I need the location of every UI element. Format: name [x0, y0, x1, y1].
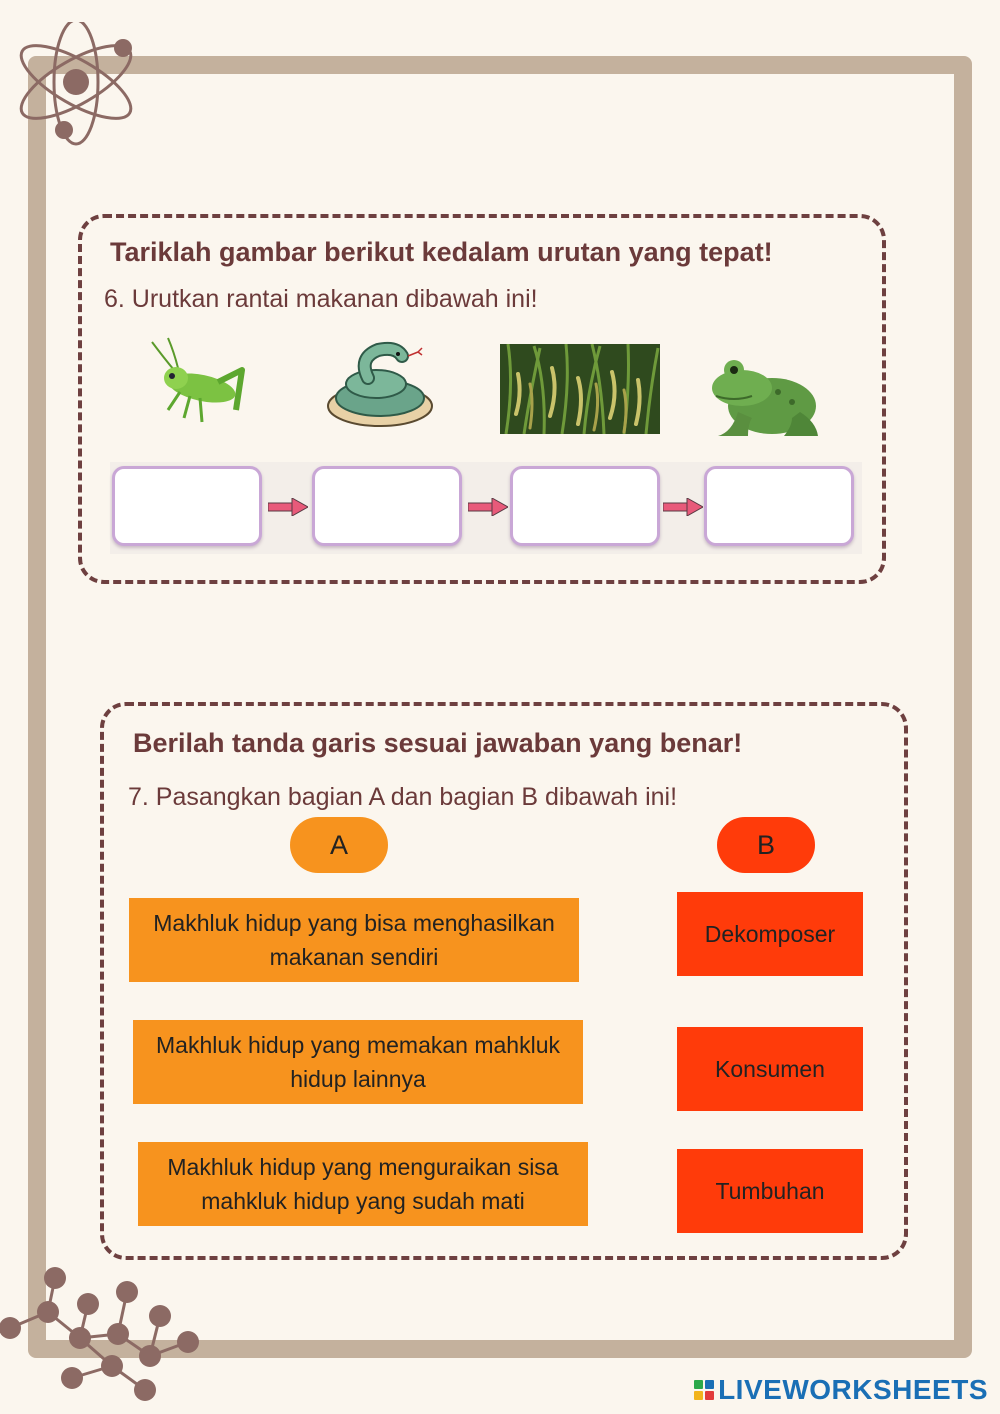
arrow-right-icon [468, 498, 508, 516]
drop-slot-3[interactable] [510, 466, 660, 546]
liveworksheets-icon [694, 1380, 714, 1400]
rice-plant-image[interactable] [500, 344, 660, 434]
match-item-a-1[interactable]: Makhluk hidup yang bisa menghasilkan makanan sendiri [129, 898, 579, 982]
liveworksheets-logo [694, 1374, 988, 1406]
frog-image[interactable] [708, 352, 824, 440]
grasshopper-image[interactable] [140, 330, 250, 440]
arrow-right-icon [663, 498, 703, 516]
snake-image[interactable] [318, 340, 438, 432]
match-item-a-3[interactable]: Makhluk hidup yang menguraikan sisa mahkluk hidup yang sudah mati [138, 1142, 588, 1226]
drop-slot-2[interactable] [312, 466, 462, 546]
question-6: 6. Urutkan rantai makanan dibawah ini! [104, 285, 538, 313]
sequence-slots [110, 462, 862, 554]
match-item-b-2[interactable]: Konsumen [677, 1027, 863, 1111]
section2-heading: Berilah tanda garis sesuai jawaban yang benar! [133, 728, 743, 758]
column-a-label: A [290, 817, 388, 873]
match-item-b-1[interactable]: Dekomposer [677, 892, 863, 976]
arrow-right-icon [268, 498, 308, 516]
column-b-label: B [717, 817, 815, 873]
drop-slot-4[interactable] [704, 466, 854, 546]
atom-icon [6, 22, 146, 152]
molecule-icon [0, 1262, 210, 1412]
question-7: 7. Pasangkan bagian A dan bagian B dibawah ini! [128, 783, 678, 811]
match-item-b-3[interactable]: Tumbuhan [677, 1149, 863, 1233]
brand-name: LIVEWORKSHEETS [718, 1374, 988, 1405]
drop-slot-1[interactable] [112, 466, 262, 546]
section1-heading: Tariklah gambar berikut kedalam urutan yang tepat! [110, 237, 773, 267]
match-item-a-2[interactable]: Makhluk hidup yang memakan mahkluk hidup lainnya [133, 1020, 583, 1104]
